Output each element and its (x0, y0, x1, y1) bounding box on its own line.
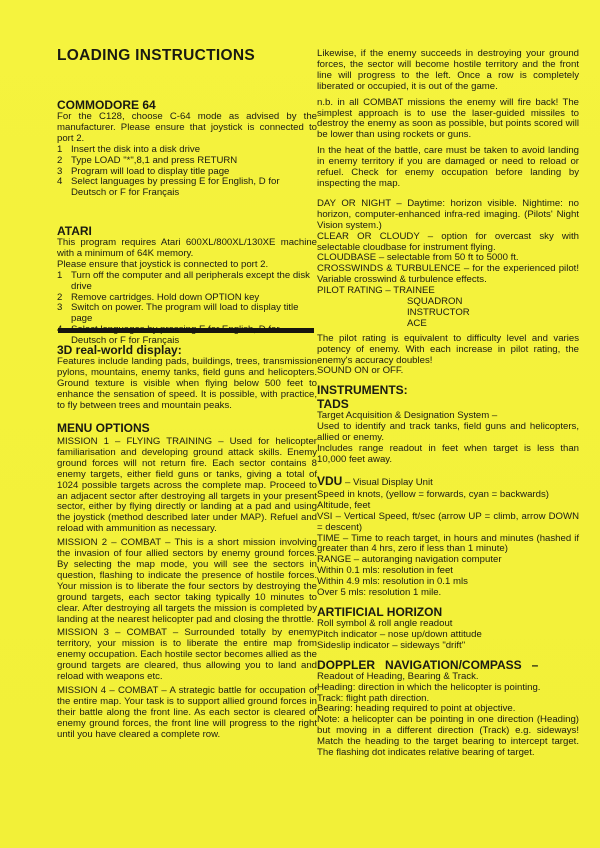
list-item: 4 Select languages by pressing E for English, D for Deutsch or F for Français (57, 176, 280, 199)
list-item: Deutsch or F for Français (71, 335, 180, 347)
doppler-line-4: Bearing: heading required to point at objective. (317, 703, 516, 715)
tads-line-3: Includes range readout in feet when target is less than 10,000 feet away. (317, 443, 579, 465)
c64-intro: For the C128, choose C-64 mode as advised by the manufacturer. Please ensure that joystick is connected to port 2. (57, 111, 317, 144)
mission-2: MISSION 2 – COMBAT – This is a short mission involving the invasion of four allied sectors by enemy ground forces. By selecting the map mode, you will see the sectors in question, flashing to indicate the presence of hostile forces. Your mission is to liberate the four sectors by destroying the ground targets, each sector taking typically 10 minutes to clear. After destroying all targets the mission is completed by landing at the nearest helicopter pad and closing the throttle. (57, 537, 317, 625)
menu-section (57, 421, 317, 740)
horizon-line-2: Pitch indicator – nose up/down attitude (317, 628, 482, 640)
list-item: 1 Turn off the computer and all peripherals except the disk drive (57, 269, 310, 292)
menu-heading: MENU OPTIONS (57, 421, 150, 435)
horizon-line-3: Sideslip indicator – sideways "drift" (317, 639, 466, 651)
vdu-heading: VDU (317, 473, 343, 488)
list-item: 2 Type LOAD "*",8,1 and press RETURN (57, 154, 238, 166)
display-section (57, 343, 317, 412)
doppler-heading: DOPPLER NAVIGATION/COMPASS – (317, 657, 539, 672)
horizon-line-1: Roll symbol & roll angle readout (317, 617, 453, 629)
c64-section (57, 98, 317, 199)
paragraph-heat: In the heat of the battle, care must be taken to avoid landing in enemy territory if you are damaged or need to reload or refuel. Check for enemy occupation before landing by inspecting the map. (317, 145, 579, 189)
paragraph-nb: n.b. in all COMBAT missions the enemy will fire back! The simplest approach is to use the laser-guided missiles to destroy the enemy as soon as possible, but points scored will be lower than using rockets or guns. (317, 96, 579, 141)
vdu-heading-row (317, 472, 579, 490)
rating-squadron: SQUADRON (407, 296, 463, 308)
vdu-line-1: Speed in knots, (yellow = forwards, cyan = backwards) (317, 488, 549, 500)
option-pilot-rating: PILOT RATING – TRAINEE (317, 285, 435, 297)
tads-heading: TADS (317, 397, 349, 412)
doppler-line-3: Track: flight path direction. (317, 692, 430, 704)
atari-intro: This program requires Atari 600XL/800XL/130XE machine with a minimum of 64K memory. (57, 237, 317, 259)
vdu-line-8: Over 5 mls: resolution 1 mile. (317, 587, 442, 599)
rating-text: The pilot rating is equivalent to difficulty level and varies potency of enemy. With each increase in pilot rating, the enemy's accuracy doubles! (317, 332, 579, 366)
doppler-line-2: Heading: direction in which the helicopter is pointing. (317, 681, 541, 693)
mission-4: MISSION 4 – COMBAT – A strategic battle for occupation of the entire map. Your task is to support allied ground forces in their battle along the front line. As each sector is cleared of enemy ground forces, the front line will progress to the right until you have cleared a complete row. (57, 684, 317, 740)
instruments-heading: INSTRUMENTS: (317, 383, 408, 398)
list-item: 3 Switch on power. The program will load to display title page (57, 302, 299, 325)
atari-heading: ATARI (57, 224, 92, 238)
vdu-line-4: TIME – Time to reach target, in hours and minutes (hashed if greater than 4 hrs, zero if less than 1 minute) (317, 532, 579, 555)
vdu-line-2: Altitude, feet (317, 499, 371, 511)
tads-line-1: Target Acquisition & Designation System – (317, 410, 498, 422)
doppler-line-1: Readout of Heading, Bearing & Track. (317, 670, 479, 682)
doppler-line-5: Note: a helicopter can be pointing in one direction (Heading) but moving in a different direction (Track) e.g. sideways! Match the heading to the target bearing to intercept target. The flashing dot indicates relative bearing of target. (317, 714, 579, 759)
vdu-line-5: RANGE – autoranging navigation computer (317, 554, 502, 566)
list-item: 3 Program will load to display title page (57, 165, 230, 177)
vdu-line-3: VSI – Vertical Speed, ft/sec (arrow UP = climb, arrow DOWN = descent) (317, 510, 579, 533)
display-heading: 3D real-world display: (57, 343, 182, 357)
option-day-night: DAY OR NIGHT – Daytime: horizon visible. Nightime: no horizon, computer-enhanced infra-red imaging. (Pilots' Night Vision system.) (317, 197, 579, 231)
right-column (317, 49, 579, 759)
list-item: 1 Insert the disk into a disk drive (57, 143, 201, 155)
paragraph-likewise: Likewise, if the enemy succeeds in destroying your ground forces, the sector will become hostile territory and the front line will progress to the left. Once a row is completely liberated or occupied, it is out of the game. (317, 48, 579, 92)
rating-instructor: INSTRUCTOR (407, 306, 470, 318)
display-text: Features include landing pads, buildings, trees, transmission pylons, mountains, enemy tanks, field guns and helicopters. Ground texture is visible when flying below 500 feet to enhance the sensation of speed. It is possible, with practice, to fly between trees and mountain peaks. (57, 356, 317, 411)
list-item: 2 Remove cartridges. Hold down OPTION key (57, 291, 260, 303)
rating-ace: ACE (407, 317, 427, 329)
artificial-horizon-heading: ARTIFICIAL HORIZON (317, 604, 443, 619)
atari-intro-2: Please ensure that joystick is connected to port 2. (57, 258, 269, 270)
vdu-subheading: – Visual Display Unit (342, 476, 433, 488)
tads-line-2: Used to identify and track tanks, field guns and helicopters, allied or enemy. (317, 421, 579, 444)
mission-3: MISSION 3 – COMBAT – Surrounded totally by enemy territory, your mission is to liberate the entire map from enemy occupation. Each hostile sector becomes allied as the ground targets are cleared, thus allowing you to land and reload with weapons etc. (57, 627, 317, 683)
vdu-line-6: Within 0.1 mls: resolution in feet (317, 565, 453, 577)
atari-steps (57, 271, 317, 347)
option-clear-cloudy: CLEAR OR CLOUDY – option for overcast sky with selectable cloudbase for instrument flying. (317, 230, 579, 253)
option-cloudbase: CLOUDBASE – selectable from 50 ft to 5000 ft. (317, 252, 519, 264)
c64-heading: COMMODORE 64 (57, 98, 156, 112)
vdu-line-7: Within 4.9 mls: resolution in 0.1 mls (317, 576, 468, 588)
section-divider (58, 328, 314, 333)
option-sound: SOUND ON or OFF. (317, 365, 404, 377)
mission-1: MISSION 1 – FLYING TRAINING – Used for helicopter familiarisation and developing ground attack skills. Enemy ground forces will not return fire. Each sector contains 8 enemy targets, either field guns or tanks, giving a total of 1024 possible targets across the complete map. Proceed to an adjacent sector after destroying all targets in your present sector, either by flying directly or landing at a pad and using the joystick (method described later under MAP). Refuel and reload with ammunition as necessary. (57, 436, 317, 535)
option-crosswinds: CROSSWINDS & TURBULENCE – for the experienced pilot! Variable crosswind & turbulence effects. (317, 263, 579, 286)
page-title: LOADING INSTRUCTIONS (57, 47, 256, 64)
c64-steps (57, 145, 317, 200)
